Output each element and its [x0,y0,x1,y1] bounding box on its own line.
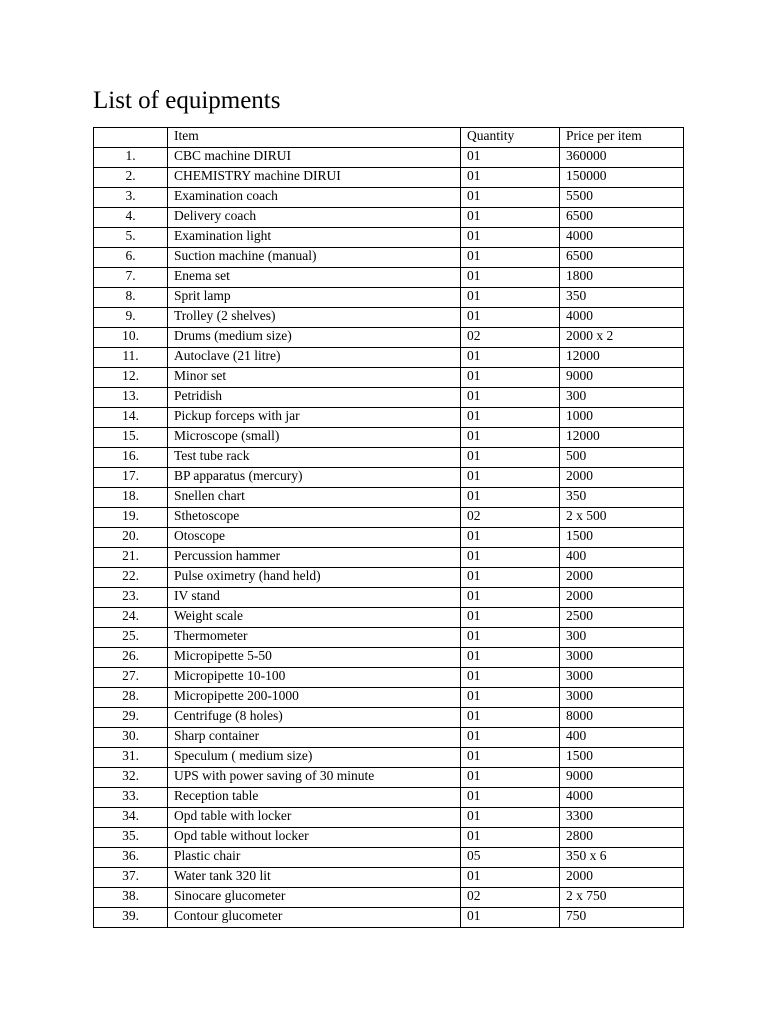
row-number: 19. [94,508,168,528]
row-number: 10. [94,328,168,348]
row-number: 25. [94,628,168,648]
row-number: 8. [94,288,168,308]
item-name: CBC machine DIRUI [168,148,461,168]
row-number: 37. [94,868,168,888]
item-price: 1000 [560,408,684,428]
item-quantity: 02 [461,508,560,528]
table-row [94,228,684,248]
item-price: 1500 [560,748,684,768]
table-row [94,308,684,328]
item-quantity: 01 [461,348,560,368]
table-row [94,628,684,648]
item-name: IV stand [168,588,461,608]
table-body [94,148,684,928]
item-price: 2000 [560,588,684,608]
table-row [94,788,684,808]
item-name: Thermometer [168,628,461,648]
header-item: Item [168,128,461,148]
item-price: 2000 [560,568,684,588]
item-quantity: 01 [461,488,560,508]
item-name: Delivery coach [168,208,461,228]
item-price: 350 x 6 [560,848,684,868]
item-price: 8000 [560,708,684,728]
row-number: 28. [94,688,168,708]
row-number: 29. [94,708,168,728]
row-number: 39. [94,908,168,928]
table-row [94,468,684,488]
item-price: 9000 [560,768,684,788]
item-price: 6500 [560,208,684,228]
table-row [94,528,684,548]
row-number: 11. [94,348,168,368]
table-row [94,148,684,168]
item-name: Snellen chart [168,488,461,508]
item-quantity: 05 [461,848,560,868]
item-name: Autoclave (21 litre) [168,348,461,368]
item-price: 300 [560,388,684,408]
item-price: 5500 [560,188,684,208]
row-number: 16. [94,448,168,468]
item-price: 300 [560,628,684,648]
row-number: 30. [94,728,168,748]
item-quantity: 01 [461,228,560,248]
table-header [94,128,684,148]
table-row [94,568,684,588]
row-number: 27. [94,668,168,688]
item-name: Drums (medium size) [168,328,461,348]
item-name: Pickup forceps with jar [168,408,461,428]
item-price: 1500 [560,528,684,548]
item-price: 350 [560,488,684,508]
item-quantity: 01 [461,788,560,808]
item-quantity: 01 [461,548,560,568]
row-number: 31. [94,748,168,768]
item-name: Enema set [168,268,461,288]
item-quantity: 01 [461,588,560,608]
row-number: 13. [94,388,168,408]
item-quantity: 01 [461,688,560,708]
item-quantity: 01 [461,608,560,628]
item-quantity: 01 [461,528,560,548]
row-number: 7. [94,268,168,288]
table-row [94,728,684,748]
item-quantity: 01 [461,168,560,188]
equipment-table [93,127,684,928]
item-name: Pulse oximetry (hand held) [168,568,461,588]
row-number: 32. [94,768,168,788]
item-quantity: 01 [461,368,560,388]
item-name: Opd table with locker [168,808,461,828]
item-name: Sharp container [168,728,461,748]
item-price: 4000 [560,308,684,328]
item-quantity: 01 [461,768,560,788]
table-row [94,348,684,368]
table-row [94,608,684,628]
item-price: 350 [560,288,684,308]
table-row [94,848,684,868]
table-row [94,448,684,468]
item-name: Minor set [168,368,461,388]
item-name: Micropipette 5-50 [168,648,461,668]
item-quantity: 01 [461,408,560,428]
item-price: 3300 [560,808,684,828]
item-name: Micropipette 10-100 [168,668,461,688]
item-quantity: 01 [461,428,560,448]
row-number: 18. [94,488,168,508]
table-row [94,808,684,828]
table-row [94,488,684,508]
row-number: 24. [94,608,168,628]
table-row [94,588,684,608]
item-quantity: 02 [461,888,560,908]
row-number: 3. [94,188,168,208]
table-row [94,168,684,188]
item-name: Centrifuge (8 holes) [168,708,461,728]
item-quantity: 01 [461,568,560,588]
item-price: 3000 [560,688,684,708]
item-name: Plastic chair [168,848,461,868]
row-number: 21. [94,548,168,568]
table-row [94,768,684,788]
item-price: 400 [560,728,684,748]
item-price: 3000 [560,648,684,668]
row-number: 17. [94,468,168,488]
item-price: 500 [560,448,684,468]
table-row [94,668,684,688]
item-name: Opd table without locker [168,828,461,848]
row-number: 35. [94,828,168,848]
item-quantity: 01 [461,708,560,728]
item-quantity: 01 [461,388,560,408]
item-price: 2000 x 2 [560,328,684,348]
table-row [94,548,684,568]
item-quantity: 01 [461,728,560,748]
item-price: 2000 [560,468,684,488]
item-name: Sthetoscope [168,508,461,528]
table-row [94,868,684,888]
table-row [94,248,684,268]
item-name: Test tube rack [168,448,461,468]
item-price: 2800 [560,828,684,848]
item-name: Sprit lamp [168,288,461,308]
item-name: Examination light [168,228,461,248]
item-name: Examination coach [168,188,461,208]
table-row [94,908,684,928]
row-number: 36. [94,848,168,868]
table-row [94,508,684,528]
item-name: Weight scale [168,608,461,628]
item-name: Contour glucometer [168,908,461,928]
item-name: BP apparatus (mercury) [168,468,461,488]
item-price: 2500 [560,608,684,628]
item-price: 12000 [560,428,684,448]
header-number [94,128,168,148]
item-price: 400 [560,548,684,568]
item-price: 6500 [560,248,684,268]
item-price: 4000 [560,788,684,808]
item-name: Trolley (2 shelves) [168,308,461,328]
item-quantity: 01 [461,648,560,668]
table-row [94,288,684,308]
item-name: Microscope (small) [168,428,461,448]
item-name: Water tank 320 lit [168,868,461,888]
item-name: Otoscope [168,528,461,548]
item-quantity: 01 [461,208,560,228]
item-quantity: 01 [461,628,560,648]
header-price: Price per item [560,128,684,148]
item-price: 2 x 750 [560,888,684,908]
row-number: 33. [94,788,168,808]
table-row [94,268,684,288]
row-number: 5. [94,228,168,248]
table-row [94,188,684,208]
table-row [94,388,684,408]
item-name: Sinocare glucometer [168,888,461,908]
item-quantity: 01 [461,668,560,688]
item-price: 4000 [560,228,684,248]
item-name: UPS with power saving of 30 minute [168,768,461,788]
item-price: 9000 [560,368,684,388]
row-number: 38. [94,888,168,908]
row-number: 34. [94,808,168,828]
item-price: 360000 [560,148,684,168]
item-price: 150000 [560,168,684,188]
row-number: 22. [94,568,168,588]
row-number: 9. [94,308,168,328]
item-quantity: 02 [461,328,560,348]
item-price: 2 x 500 [560,508,684,528]
row-number: 14. [94,408,168,428]
item-quantity: 01 [461,868,560,888]
page-title: List of equipments [93,87,281,114]
row-number: 6. [94,248,168,268]
item-name: CHEMISTRY machine DIRUI [168,168,461,188]
table-row [94,828,684,848]
item-price: 1800 [560,268,684,288]
item-name: Percussion hammer [168,548,461,568]
table-row [94,748,684,768]
item-quantity: 01 [461,148,560,168]
row-number: 2. [94,168,168,188]
item-price: 750 [560,908,684,928]
table-row [94,888,684,908]
table-row [94,368,684,388]
item-quantity: 01 [461,268,560,288]
row-number: 26. [94,648,168,668]
item-price: 12000 [560,348,684,368]
item-price: 2000 [560,868,684,888]
item-quantity: 01 [461,748,560,768]
table-row [94,648,684,668]
item-quantity: 01 [461,448,560,468]
header-quantity: Quantity [461,128,560,148]
item-quantity: 01 [461,908,560,928]
row-number: 15. [94,428,168,448]
row-number: 20. [94,528,168,548]
item-quantity: 01 [461,188,560,208]
item-name: Reception table [168,788,461,808]
item-name: Micropipette 200-1000 [168,688,461,708]
item-quantity: 01 [461,468,560,488]
row-number: 1. [94,148,168,168]
row-number: 23. [94,588,168,608]
item-quantity: 01 [461,808,560,828]
table-row [94,328,684,348]
row-number: 12. [94,368,168,388]
table-row [94,408,684,428]
table-row [94,708,684,728]
item-quantity: 01 [461,308,560,328]
table-row [94,688,684,708]
item-name: Suction machine (manual) [168,248,461,268]
row-number: 4. [94,208,168,228]
header-row [94,128,684,148]
item-quantity: 01 [461,248,560,268]
item-quantity: 01 [461,828,560,848]
item-quantity: 01 [461,288,560,308]
item-name: Petridish [168,388,461,408]
table-row [94,428,684,448]
table-row [94,208,684,228]
item-name: Speculum ( medium size) [168,748,461,768]
item-price: 3000 [560,668,684,688]
